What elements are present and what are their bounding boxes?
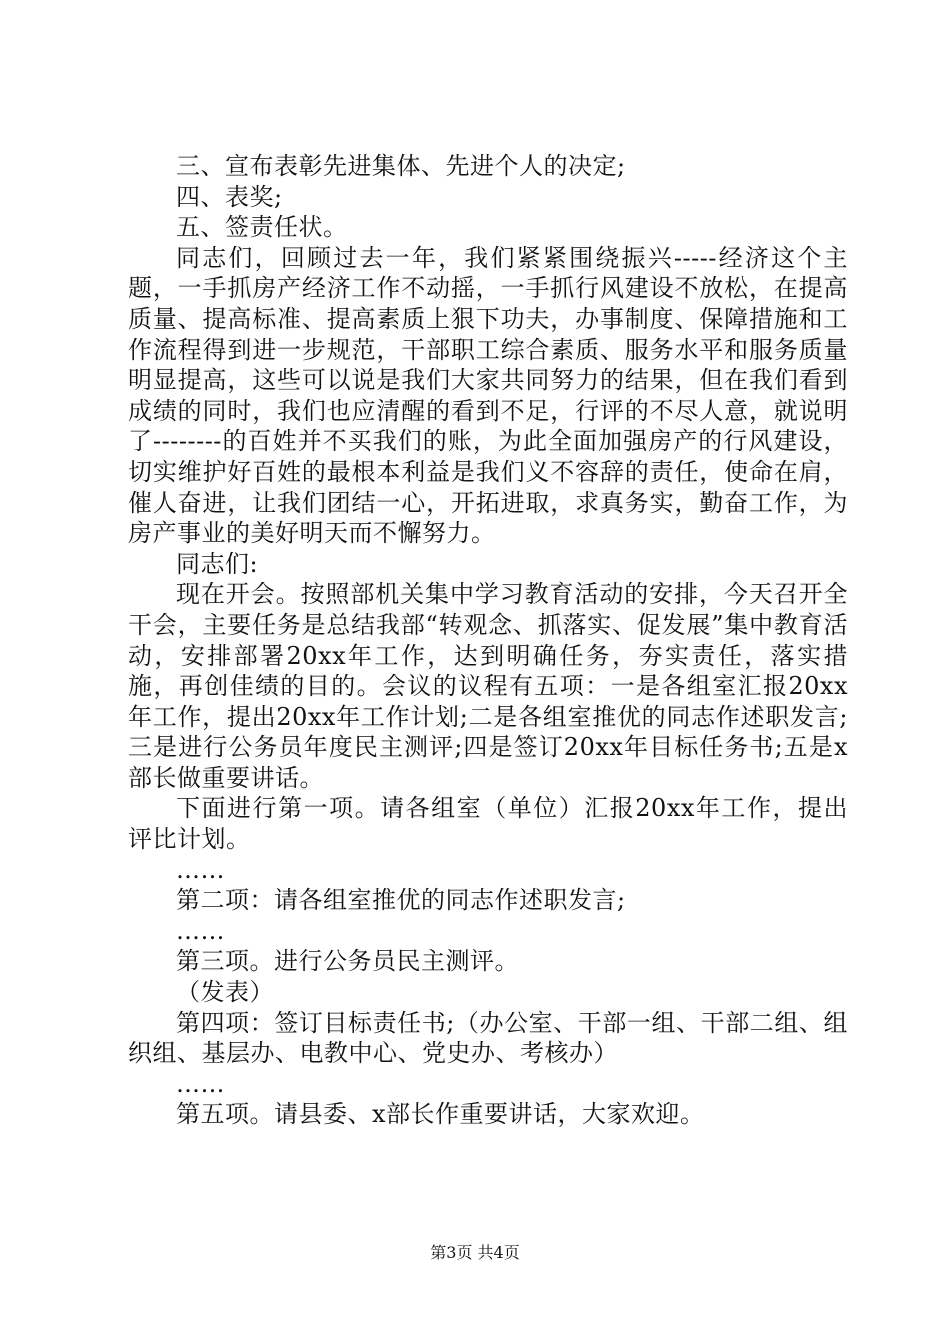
meeting-opening-paragraph: 现在开会。按照部机关集中学习教育活动的安排，今天召开全干会，主要任务是总结我部“转观念、抓落实、促发展”集中教育活动，安排部署20xx年工作，达到明确任务，夯实责任，落实措施，再创佳绩的目的。会议的议程有五项：一是各组室汇报20xx年工作，提出20xx年工作计划;二是各组室推优的同志作述职发言;三是进行公务员年度民主测评;四是签订20xx年目标任务书;五是x部长做重要讲话。 xyxy=(128,580,848,792)
agenda-item-five: 五、签责任状。 xyxy=(176,213,348,242)
ellipsis-line: …… xyxy=(176,855,225,884)
agenda-item-three: 三、宣布表彰先进集体、先进个人的决定; xyxy=(176,152,626,180)
agenda-item-four: 四、表奖; xyxy=(176,182,283,211)
review-paragraph: 同志们，回顾过去一年，我们紧紧围绕振兴-----经济这个主题，一手抓房产经济工作不动摇，一手抓行风建设不放松，在提高质量、提高标准、提高素质上狠下功夫，办事制度、保障措施和工作流程得到进一步规范，干部职工综合素质、服务水平和服务质量明显提高，这些可以说是我们大家共同努力的结果，但在我们看到成绩的同时，我们也应清醒的看到不足，行评的不尽人意，就说明了--------的百姓并不买我们的账，为此全面加强房产的行风建设，切实维护好百姓的最根本利益是我们义不容辞的责任，使命在肩，催人奋进，让我们团结一心，开拓进取，求真务实，勤奋工作，为房产事业的美好明天而不懈努力。 xyxy=(128,243,848,548)
document-body xyxy=(128,151,848,1130)
ellipsis-line: …… xyxy=(176,916,225,945)
item-four-paragraph: 第四项：签订目标责任书;（办公室、干部一组、干部二组、组织组、基层办、电教中心、党史办、考核办） xyxy=(128,1008,848,1068)
item-three-paragraph: 第三项。进行公务员民主测评。 xyxy=(176,947,519,976)
salutation: 同志们: xyxy=(176,549,259,578)
publish-note: （发表） xyxy=(176,978,274,1007)
page-number-footer: 第3页 共4页 xyxy=(430,1243,520,1262)
item-five-paragraph: 第五项。请县委、x部长作重要讲话，大家欢迎。 xyxy=(176,1100,705,1129)
item-two-paragraph: 第二项：请各组室推优的同志作述职发言; xyxy=(176,886,626,915)
item-one-paragraph: 下面进行第一项。请各组室（单位）汇报20xx年工作，提出评比计划。 xyxy=(128,794,848,854)
ellipsis-line: …… xyxy=(176,1069,225,1098)
